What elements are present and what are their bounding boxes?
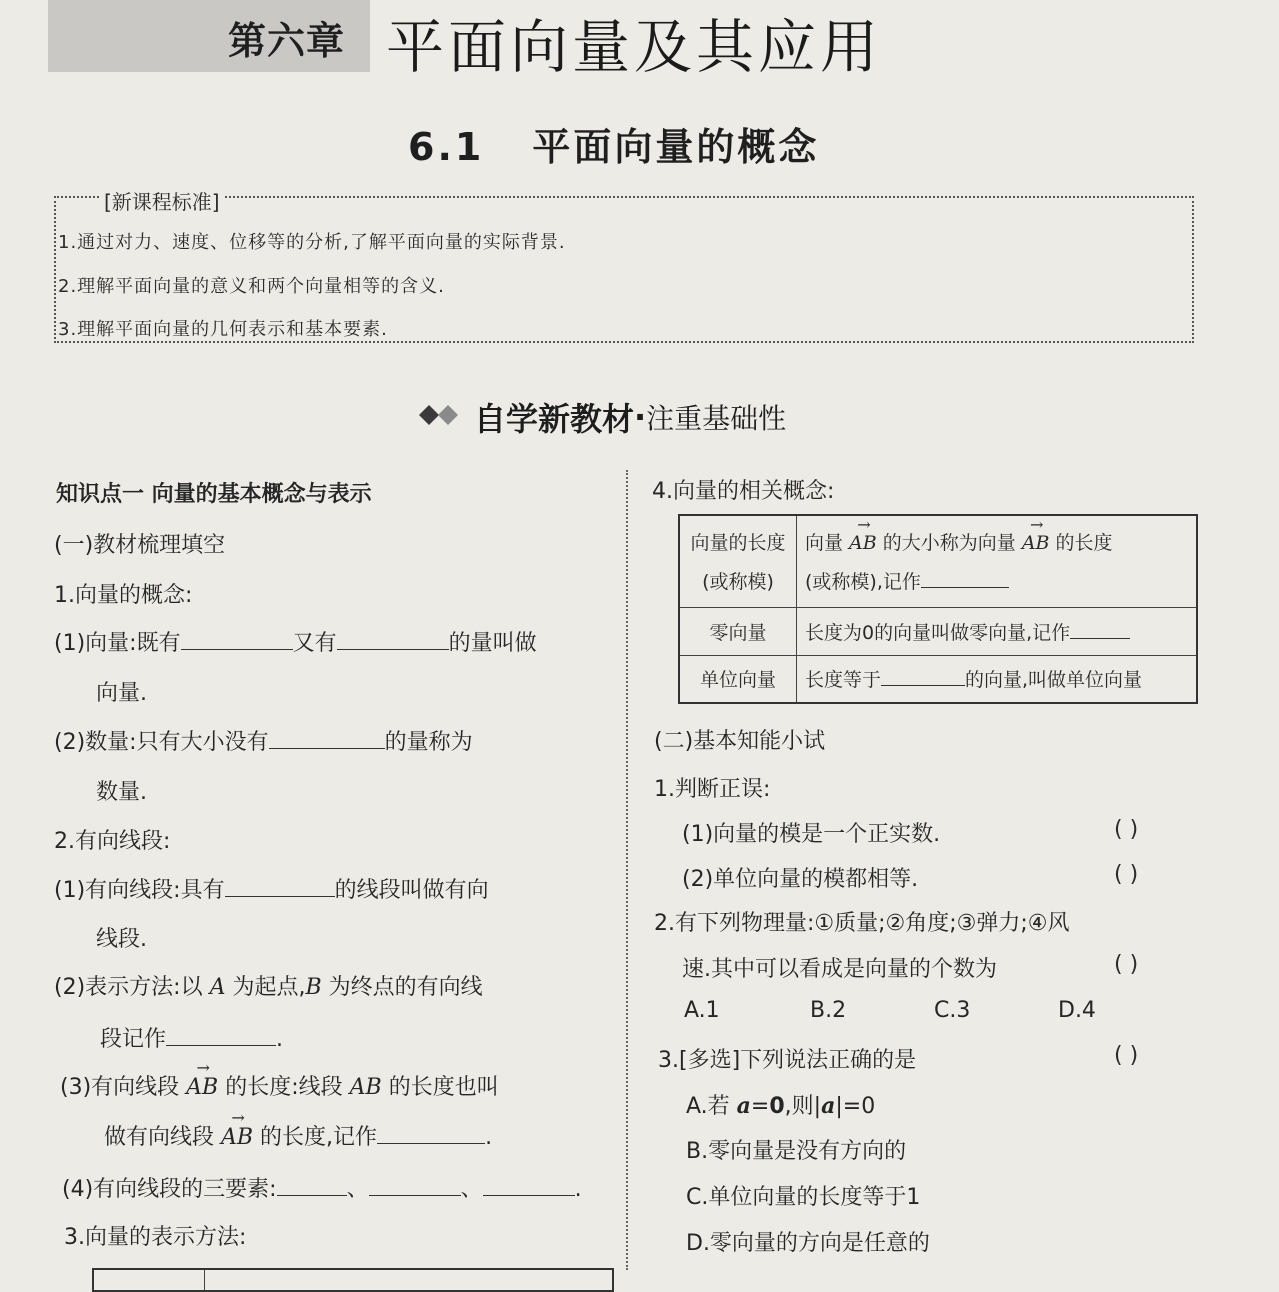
text: (1)向量:既有 [54,631,181,656]
standard-item: 3.理解平面向量的几何表示和基本要素. [58,319,388,340]
representation-table [92,1268,614,1292]
option: B.零向量是没有方向的 [686,1139,907,1164]
text: 长度等于 [805,669,882,692]
question-line [658,1043,916,1074]
text: 长度为0的向量叫做零向量,记作 [805,621,1071,644]
point-label: B [305,975,322,1000]
section-banner [418,394,786,440]
answer-parenthesis[interactable]: ( ) [1114,817,1139,842]
text: 的量称为 [384,730,473,755]
option: A.1 [684,998,720,1023]
question-line: 向量. [96,681,147,706]
answer-blank[interactable] [369,1177,461,1196]
text: (2)数量:只有大小没有 [54,730,269,755]
text: 段记作 [100,1027,167,1052]
text: 的长度也叫 [381,1075,499,1100]
section-name: 平面向量的概念 [532,125,820,169]
text: 做有向线段 [104,1125,221,1150]
question-line: (1)向量的模是一个正实数. [682,822,941,847]
column-divider [626,470,628,1270]
standard-item: 1.通过对力、速度、位移等的分析,了解平面向量的实际背景. [58,232,566,253]
text: 下列说法正确的是 [740,1048,917,1073]
banner-sub: 注重基础性 [646,402,787,435]
option: B.2 [810,998,847,1023]
text: |=0 [835,1094,876,1119]
text: 的量叫做 [448,631,537,656]
answer-blank[interactable] [225,878,335,897]
answer-parenthesis[interactable]: ( ) [1114,862,1139,887]
text: 的向量,叫做单位向量 [965,669,1143,692]
multi-select-tag: [多选] [679,1048,741,1073]
concept-table [678,514,1198,704]
text: 、 [460,1177,483,1202]
vector-symbol: a [821,1093,836,1119]
zero-vector-symbol: 0 [769,1094,785,1119]
question-line [104,1120,492,1151]
question-heading: 2.有向线段: [54,829,171,854]
knowledge-point-title: 知识点一 向量的基本概念与表示 [56,482,372,507]
question-line [62,1172,582,1203]
question-line: (2)单位向量的模都相等. [682,867,919,892]
text: 的长度:线段 [218,1075,350,1100]
answer-blank[interactable] [377,1125,485,1144]
text: 、 [346,1177,369,1202]
question-line [54,873,489,904]
section-title [408,116,819,171]
section-number: 6.1 [408,125,485,169]
answer-blank[interactable] [337,631,449,650]
text: 的长度 [1049,532,1113,555]
subsection-heading: (一)教材梳理填空 [54,533,226,558]
text: 为终点的有向线 [321,975,483,1000]
vector-symbol: → AB [186,1075,218,1100]
question-line [60,1070,499,1101]
text: (3)有向线段 [60,1075,187,1100]
vector-symbol: a [736,1093,751,1119]
banner-dot: · [634,398,647,436]
text: A.若 [686,1094,737,1119]
vector-symbol: → AB [221,1125,253,1150]
question-heading: 3.向量的表示方法: [64,1225,247,1250]
text: 向量 [805,532,850,555]
segment-label: AB [349,1075,382,1100]
answer-blank[interactable] [483,1177,575,1196]
answer-parenthesis[interactable]: ( ) [1114,952,1139,977]
answer-blank[interactable] [277,1177,347,1196]
question-heading: 4.向量的相关概念: [652,479,835,504]
chapter-title: 平面向量及其应用 [386,13,883,81]
answer-blank[interactable] [881,667,965,686]
option: D.4 [1058,998,1096,1023]
question-heading: 1.判断正误: [654,777,771,802]
answer-blank[interactable] [269,730,385,749]
curriculum-standards-tag: [新课程标准] [100,186,224,215]
question-line [54,970,483,1001]
table-cell [797,655,1198,703]
point-label: A [209,975,226,1000]
text: . [485,1125,493,1150]
table-header-cell: 单位向量 [679,655,797,703]
table-header-cell [679,515,797,607]
option: C.单位向量的长度等于1 [686,1185,921,1210]
table-cell [797,515,1198,607]
text: . [276,1027,284,1052]
text: (1)有向线段:具有 [54,878,225,903]
text: ,则| [784,1094,822,1119]
table-cell [797,607,1198,655]
text: = [750,1094,770,1119]
answer-blank[interactable] [181,631,293,650]
question-line: 数量. [96,780,147,805]
text: (2)表示方法:以 [54,975,210,1000]
option: C.3 [934,998,971,1023]
standard-item: 2.理解平面向量的意义和两个向量相等的含义. [58,276,445,297]
vector-symbol: → AB [849,532,877,554]
text: (4)有向线段的三要素: [62,1177,277,1202]
text: (或称模),记作 [805,571,921,594]
question-line [100,1022,283,1053]
question-line [54,626,537,657]
banner-main: 自学新教材 [474,400,635,438]
question-line: 速.其中可以看成是向量的个数为 [682,957,997,982]
diamond-icon [418,404,464,430]
question-line: 线段. [96,927,147,952]
answer-blank[interactable] [1070,620,1130,639]
text: 的线段叫做有向 [334,878,489,903]
answer-blank[interactable] [166,1027,276,1046]
text: . [574,1177,582,1202]
subsection-heading: (二)基本知能小试 [654,729,826,754]
table-header-cell: 零向量 [679,607,797,655]
question-line: 2.有下列物理量:①质量;②角度;③弹力;④风 [654,911,1070,936]
text: (或称模) [702,571,774,594]
text: 向量的长度 [690,532,786,555]
question-heading: 1.向量的概念: [54,583,193,608]
option: D.零向量的方向是任意的 [686,1231,930,1256]
question-line [54,725,473,756]
chapter-label: 第六章 [228,19,346,63]
text: 为起点, [225,975,306,1000]
vector-symbol: → AB [1022,532,1050,554]
text: 又有 [292,631,337,656]
text: 的长度,记作 [253,1125,378,1150]
answer-parenthesis[interactable]: ( ) [1114,1043,1139,1068]
text: 的大小称为向量 [876,532,1022,555]
answer-blank[interactable] [921,569,1009,588]
text: 3. [658,1048,679,1073]
option [686,1089,875,1120]
